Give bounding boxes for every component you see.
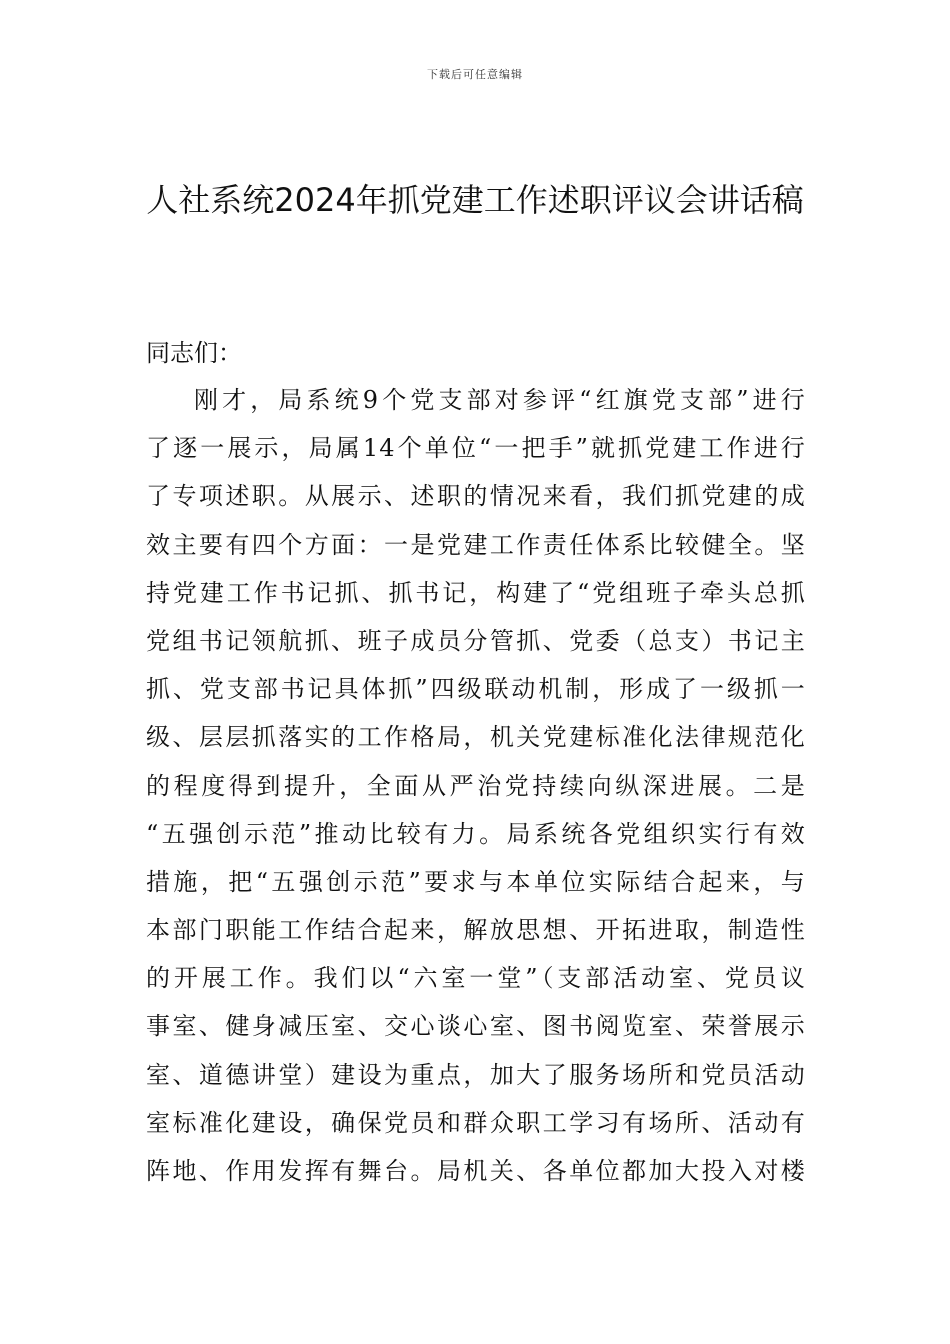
body-line: 室标准化建设，确保党员和群众职工学习有场所、活动有 <box>146 1108 806 1137</box>
salutation: 同志们： <box>146 339 242 367</box>
body-line: 本部门职能工作结合起来，解放思想、开拓进取，制造性 <box>146 916 806 945</box>
body-line: 级、层层抓落实的工作格局，机关党建标准化法律规范化 <box>146 723 806 752</box>
body-line: 阵地、作用发挥有舞台。局机关、各单位都加大投入对楼 <box>146 1157 806 1185</box>
body-line: 效主要有四个方面：一是党建工作责任体系比较健全。坚 <box>146 530 806 559</box>
body-line: 刚才，局系统9个党支部对参评“红旗党支部”进行 <box>194 386 806 414</box>
body-line: 措施，把“五强创示范”要求与本单位实际结合起来，与 <box>146 867 806 896</box>
body-line: 持党建工作书记抓、抓书记，构建了“党组班子牵头总抓 <box>146 578 806 607</box>
body-line: 了专项述职。从展示、述职的情况来看，我们抓党建的成 <box>146 482 806 511</box>
body-line: 了逐一展示，局属14个单位“一把手”就抓党建工作进行 <box>146 434 806 463</box>
body-line: 事室、健身减压室、交心谈心室、图书阅览室、荣誉展示 <box>146 1012 806 1041</box>
body-line: 抓、党支部书记具体抓”四级联动机制，形成了一级抓一 <box>146 675 806 704</box>
header-note: 下载后可任意编辑 <box>427 68 523 81</box>
body-paragraph <box>146 376 806 1195</box>
body-line: 室、道德讲堂）建设为重点，加大了服务场所和党员活动 <box>146 1060 806 1089</box>
body-line: 党组书记领航抓、班子成员分管抓、党委（总支）书记主 <box>146 626 806 655</box>
body-line: 的程度得到提升，全面从严治党持续向纵深进展。二是 <box>146 771 806 800</box>
body-line: “五强创示范”推动比较有力。局系统各党组织实行有效 <box>146 819 806 848</box>
document-title: 人社系统2024年抓党建工作述职评议会讲话稿 <box>146 181 804 219</box>
body-line: 的开展工作。我们以“六室一堂”（支部活动室、党员议 <box>146 964 806 993</box>
